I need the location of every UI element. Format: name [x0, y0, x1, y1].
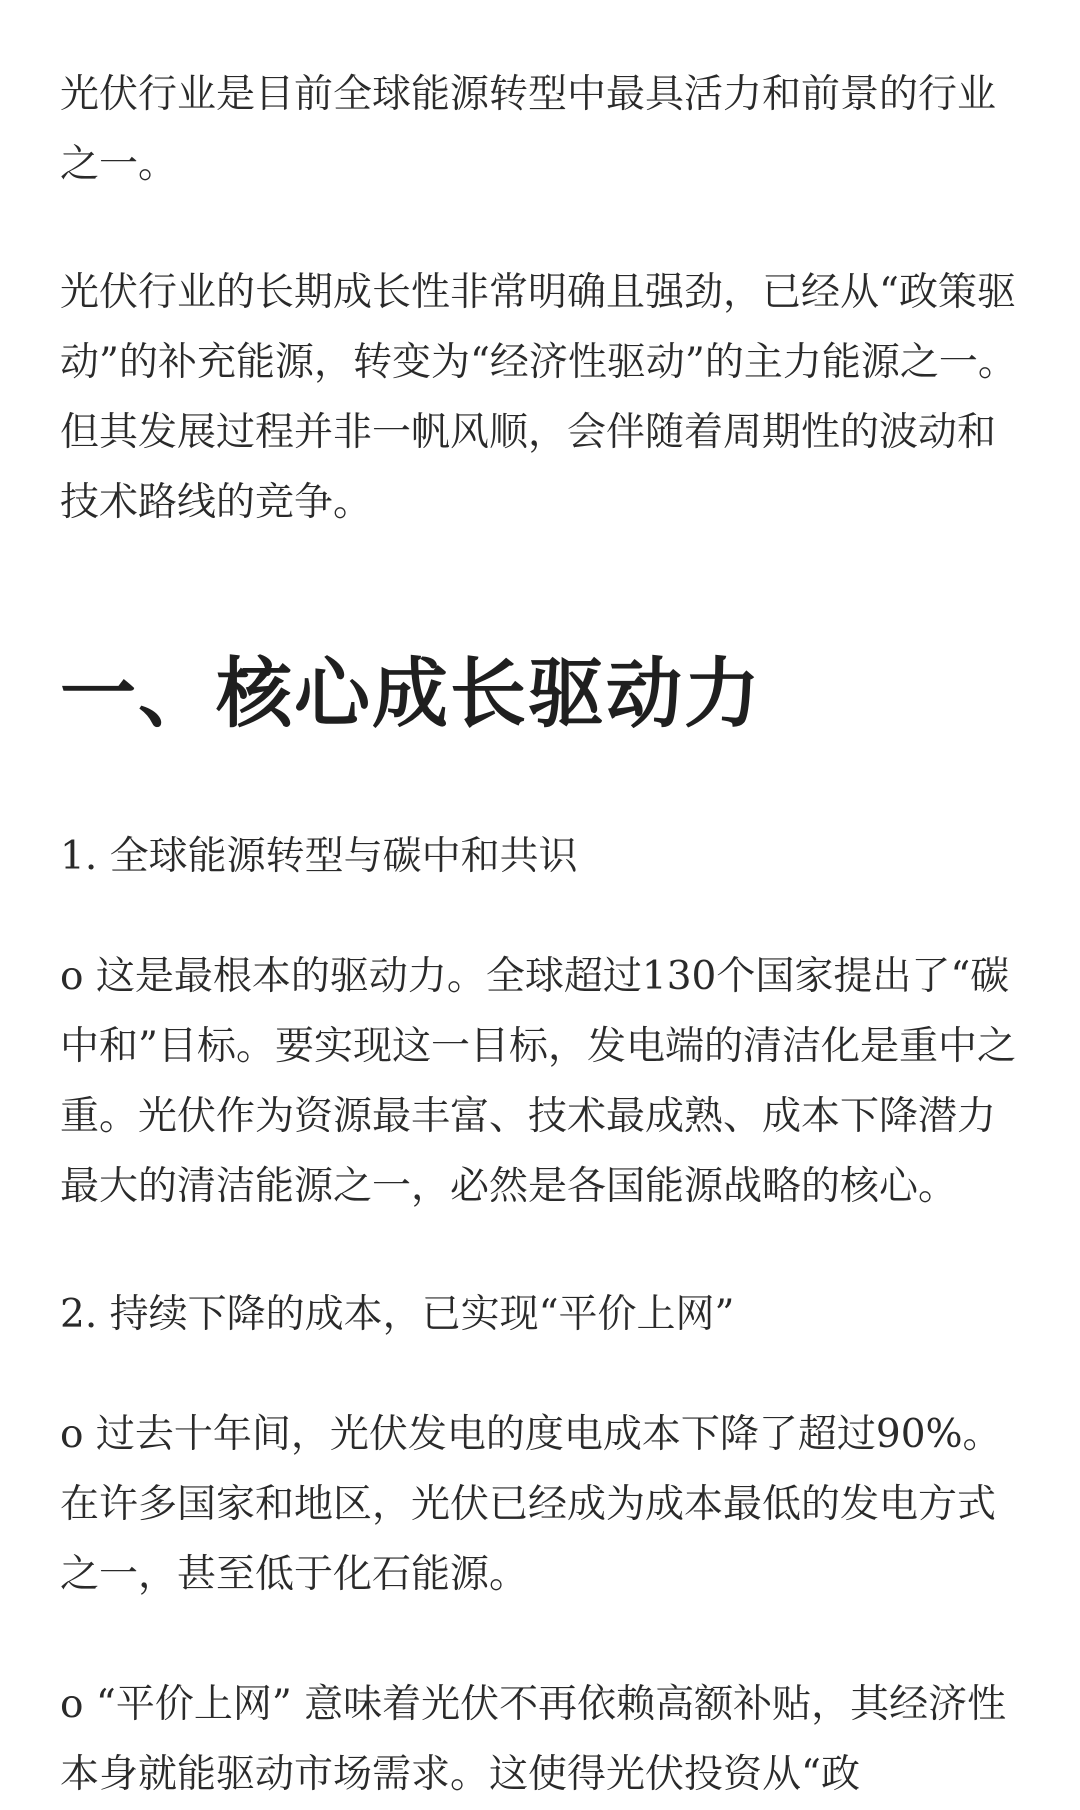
item-title-2: 2. 持续下降的成本，已实现“平价上网”	[60, 1292, 735, 1337]
item-title-1: 1. 全球能源转型与碳中和共识	[60, 834, 578, 879]
item-bullet-2-1: o 过去十年间，光伏发电的度电成本下降了超过90%。在许多国家和地区，光伏已经成为成本最低的发电方式之一，甚至低于化石能源。	[60, 1412, 1002, 1597]
intro-paragraph: 光伏行业是目前全球能源转型中最具活力和前景的行业之一。	[60, 72, 997, 187]
item-bullet-2-2: o “平价上网” 意味着光伏不再依赖高额补贴，其经济性本身就能驱动市场需求。这使得光伏投资从“政	[60, 1682, 1007, 1797]
intro-paragraph-2: 光伏行业的长期成长性非常明确且强劲，已经从“政策驱动”的补充能源，转变为“经济性驱动”的主力能源之一。 但其发展过程并非一帆风顺，会伴随着周期性的波动和技术路线的竞争。	[60, 270, 1017, 525]
item-bullet-1-1: o 这是最根本的驱动力。全球超过130个国家提出了“碳中和”目标。要实现这一目标，发电端的清洁化是重中之重。光伏作为资源最丰富、技术最成熟、成本下降潜力最大的清洁能源之一，必然是各国能源战略的核心。	[60, 954, 1016, 1209]
section-heading: 一、核心成长驱动力	[60, 649, 762, 738]
